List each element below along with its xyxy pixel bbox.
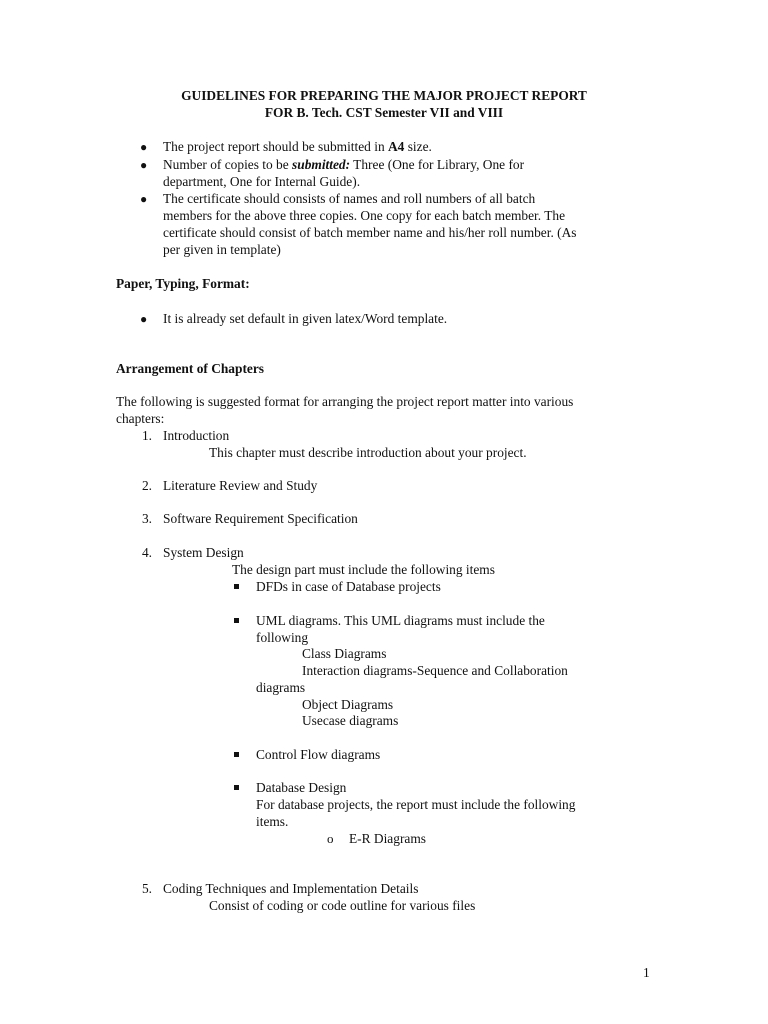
uml-interaction-line-2: diagrams (256, 680, 306, 695)
title-line-1: GUIDELINES FOR PREPARING THE MAJOR PROJECT REPORT (181, 88, 587, 103)
format-heading: Paper, Typing, Format: (116, 276, 250, 291)
bullet-icon: ● (140, 192, 148, 206)
design-item-uml-line-1: UML diagrams. This UML diagrams must include the (256, 613, 545, 628)
title-line-2: FOR B. Tech. CST Semester VII and VIII (264, 105, 504, 120)
square-bullet-icon (234, 785, 239, 790)
chapter-number: 1. (141, 428, 152, 443)
chapter-desc-system-design: The design part must include the following items (232, 562, 495, 577)
uml-class-diagrams: Class Diagrams (302, 646, 387, 661)
chapter-number: 2. (141, 478, 152, 493)
chapters-heading: Arrangement of Chapters (116, 361, 265, 376)
uml-object-diagrams: Object Diagrams (302, 697, 394, 712)
bullet-icon: ● (140, 140, 148, 154)
bullet-certificate-line-2: members for the above three copies. One copy for each batch member. The (163, 208, 566, 223)
bullet-icon: ● (140, 312, 148, 326)
chapter-desc-coding: Consist of coding or code outline for various files (209, 898, 476, 913)
uml-usecase-diagrams: Usecase diagrams (302, 713, 399, 728)
design-item-uml-line-2: following (256, 630, 309, 645)
square-bullet-icon (234, 584, 239, 589)
design-item-dfd: DFDs in case of Database projects (256, 579, 441, 594)
page-number: 1 (643, 965, 650, 980)
bullet-a4-size: The project report should be submitted in A4 size. (163, 139, 432, 154)
bullet-copies: Number of copies to be submitted: Three (One for Library, One for (163, 157, 525, 172)
bullet-certificate-line-3: certificate should consist of batch member name and his/her roll number. (As (163, 225, 577, 240)
chapter-title-literature: Literature Review and Study (163, 478, 318, 493)
format-bullet: It is already set default in given latex/Word template. (163, 311, 448, 326)
circle-bullet-icon: o (327, 831, 334, 846)
square-bullet-icon (234, 752, 239, 757)
chapter-number: 5. (141, 881, 152, 896)
bullet-copies-line-2: department, One for Internal Guide). (163, 174, 361, 189)
chapter-number: 4. (141, 545, 152, 560)
chapter-title-coding: Coding Techniques and Implementation Details (163, 881, 419, 896)
chapter-title-srs: Software Requirement Specification (163, 511, 358, 526)
db-desc-line-1: For database projects, the report must include the following (256, 797, 576, 812)
design-item-control-flow: Control Flow diagrams (256, 747, 381, 762)
db-desc-line-2: items. (256, 814, 289, 829)
bullet-certificate-line-1: The certificate should consists of names and roll numbers of all batch (163, 191, 536, 206)
chapters-intro-line-1: The following is suggested format for arranging the project report matter into various (116, 394, 574, 409)
uml-interaction-line-1: Interaction diagrams-Sequence and Collaboration (302, 663, 568, 678)
bullet-certificate-line-4: per given in template) (163, 242, 281, 257)
chapters-intro-line-2: chapters: (116, 411, 165, 426)
design-item-db-design: Database Design (256, 780, 347, 795)
bullet-icon: ● (140, 158, 148, 172)
chapter-number: 3. (141, 511, 152, 526)
chapter-desc-introduction: This chapter must describe introduction about your project. (209, 445, 527, 460)
chapter-title-system-design: System Design (163, 545, 244, 560)
chapter-title-introduction: Introduction (163, 428, 230, 443)
square-bullet-icon (234, 618, 239, 623)
db-er-diagrams: E-R Diagrams (349, 831, 426, 846)
